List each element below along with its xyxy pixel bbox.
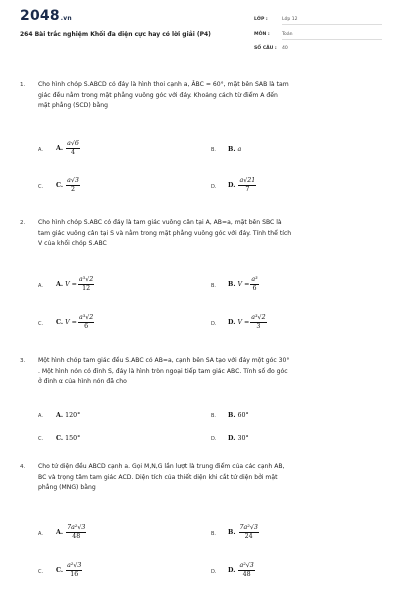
option-letter[interactable]: B. (211, 283, 217, 289)
question-text-line: phẳng (MNG) bằng (38, 484, 96, 492)
option-answer[interactable] (56, 412, 80, 419)
fraction-denominator: 4 (70, 149, 75, 156)
option-value: 30° (237, 435, 249, 442)
question-number: 4. (20, 464, 26, 470)
option-answer-letter: B. (228, 412, 236, 419)
option-prefix: V = (65, 319, 77, 326)
question-text-line: Cho hình chóp S.ABCD có đáy là hình thoi cạnh a, ÂBC = 60°, mặt bên SAB là tam (38, 81, 289, 88)
option-letter[interactable]: D. (211, 321, 217, 327)
question-text-line: Cho hình chóp S.ABC có đáy là tam giác vuông cân tại A, AB=a, mặt bên SBC là (38, 219, 282, 226)
fraction-numerator: 7a²√3 (239, 524, 258, 531)
option-letter[interactable]: B. (211, 147, 217, 153)
option-answer-letter: C. (56, 319, 64, 326)
option-fraction (238, 177, 256, 194)
option-letter[interactable]: B. (211, 413, 217, 419)
question-text-line: V của khối chóp S.ABC (38, 240, 107, 248)
option-fraction (66, 140, 80, 157)
logo-suffix: .vn (60, 15, 72, 22)
option-letter[interactable]: C. (38, 184, 44, 190)
option-answer[interactable] (56, 524, 87, 541)
option-answer[interactable] (56, 435, 80, 442)
option-answer[interactable] (228, 435, 249, 442)
option-answer[interactable] (56, 562, 83, 579)
meta-divider (282, 24, 382, 25)
option-fraction (66, 562, 82, 579)
option-prefix: V = (65, 281, 77, 288)
meta-socau-value: 40 (282, 46, 288, 51)
question-text-line: mặt phẳng (SCD) bằng (38, 102, 108, 110)
fraction-denominator: 7 (245, 186, 250, 193)
option-value: 120° (65, 412, 81, 419)
question-text (38, 80, 383, 112)
option-answer-letter: C. (56, 435, 64, 442)
question-number: 3. (20, 358, 26, 364)
fraction-numerator: a³√2 (251, 314, 266, 321)
option-answer-letter: A. (56, 412, 64, 419)
option-answer[interactable] (228, 177, 257, 194)
option-prefix: V = (237, 281, 250, 288)
option-value: 60° (237, 412, 249, 419)
question-text-line: tam giác vuông cân tại S và nằm trong mặt phẳng vuông góc với đáy. Tính thể tích (38, 229, 292, 237)
fraction-denominator: 12 (82, 285, 91, 292)
meta-socau-label: SỐ CÂU : (254, 46, 277, 51)
option-fraction (250, 276, 258, 293)
meta-lop-label: LỚP : (254, 17, 268, 22)
option-answer-letter: A. (56, 529, 64, 536)
question-text-line: BC và trọng tâm tam giác ACD. Diện tích của thiết diện khi cắt tứ diện bởi mặt (38, 473, 278, 481)
fraction-numerator: a³√2 (78, 314, 94, 321)
fraction-numerator: a³ (251, 276, 258, 283)
option-fraction (239, 524, 259, 541)
question-text (38, 218, 383, 250)
option-answer[interactable] (228, 314, 268, 331)
fraction-denominator: 6 (84, 323, 89, 330)
option-answer-letter: B. (228, 281, 236, 288)
option-answer[interactable] (228, 412, 249, 419)
option-answer-letter: A. (56, 145, 64, 152)
option-answer-letter: D. (228, 319, 236, 326)
option-letter[interactable]: B. (211, 531, 217, 537)
fraction-numerator: a√6 (67, 140, 79, 147)
option-value: a (237, 146, 242, 153)
option-answer-letter: B. (228, 529, 236, 536)
fraction-numerator: a³√2 (78, 276, 94, 283)
fraction-numerator: a√3 (67, 177, 79, 184)
option-letter[interactable]: A. (38, 531, 43, 537)
fraction-denominator: 3 (256, 323, 261, 330)
meta-lop-value: Lớp 12 (282, 17, 298, 22)
site-logo[interactable] (20, 8, 72, 24)
option-fraction (78, 276, 94, 293)
fraction-numerator: 7a²√3 (67, 524, 86, 531)
option-answer[interactable] (228, 276, 260, 293)
option-answer-letter: D. (228, 435, 236, 442)
meta-divider (282, 39, 382, 40)
question-text-line: . Một hình nón có đỉnh S, đáy là hình tròn ngoại tiếp tam giác ABC. Tính số đo góc (38, 367, 288, 375)
document-title: 264 Bài trắc nghiệm Khối đa diện cực hay có lời giải (P4) (20, 31, 211, 38)
document-header (0, 0, 400, 52)
option-answer[interactable] (228, 524, 260, 541)
option-fraction (78, 314, 94, 331)
fraction-numerator: a²√3 (239, 562, 254, 569)
option-answer[interactable] (56, 177, 81, 194)
option-answer-letter: A. (56, 281, 64, 288)
meta-mon-label: MÔN : (254, 32, 270, 37)
question-text-line: ở đỉnh α của hình nón đã cho (38, 378, 127, 386)
option-fraction (66, 524, 86, 541)
option-prefix: V = (237, 319, 250, 326)
fraction-numerator: a²√3 (67, 562, 82, 569)
option-fraction (66, 177, 80, 194)
fraction-denominator: 16 (70, 571, 79, 578)
option-answer-letter: B. (228, 146, 236, 153)
question-text-line: giác đều nằm trong mặt phẳng vuông góc với đáy. Khoảng cách từ điểm A đến (38, 91, 278, 99)
option-letter[interactable]: C. (38, 321, 44, 327)
fraction-numerator: a√21 (239, 177, 256, 184)
option-answer-letter: D. (228, 182, 236, 189)
logo-text: 2048 (20, 8, 60, 24)
fraction-denominator: 6 (252, 285, 257, 292)
option-answer-letter: C. (56, 567, 64, 574)
question-number: 1. (20, 82, 26, 88)
option-fraction (238, 562, 254, 579)
question-text (38, 462, 383, 494)
question-text-line: Một hình chóp tam giác đều S.ABC có AB=a, cạnh bên SA tạo với đáy một góc 30° (38, 357, 290, 364)
question-text-line: Cho tứ diện đều ABCD cạnh a. Gọi M,N,G lần lượt là trung điểm của các cạnh AB, (38, 463, 285, 470)
option-fraction (250, 314, 266, 331)
option-answer[interactable] (56, 314, 95, 331)
fraction-denominator: 48 (242, 571, 251, 578)
question-number: 2. (20, 220, 26, 226)
option-answer-letter: C. (56, 182, 64, 189)
fraction-denominator: 48 (72, 533, 81, 540)
fraction-denominator: 24 (244, 533, 253, 540)
option-letter[interactable]: D. (211, 184, 217, 190)
meta-mon-value: Toán (282, 32, 293, 37)
option-answer[interactable] (228, 562, 256, 579)
question-text (38, 356, 383, 388)
option-answer[interactable] (56, 276, 95, 293)
option-letter[interactable]: A. (38, 283, 43, 289)
fraction-denominator: 2 (70, 186, 75, 193)
option-answer-letter: D. (228, 567, 236, 574)
option-letter[interactable]: C. (38, 569, 44, 575)
option-answer[interactable] (228, 146, 241, 153)
option-answer[interactable] (56, 140, 81, 157)
option-value: 150° (65, 435, 81, 442)
option-letter[interactable]: D. (211, 569, 217, 575)
option-letter[interactable]: A. (38, 147, 43, 153)
option-letter[interactable]: A. (38, 413, 43, 419)
option-letter[interactable]: C. (38, 436, 44, 442)
option-letter[interactable]: D. (211, 436, 217, 442)
